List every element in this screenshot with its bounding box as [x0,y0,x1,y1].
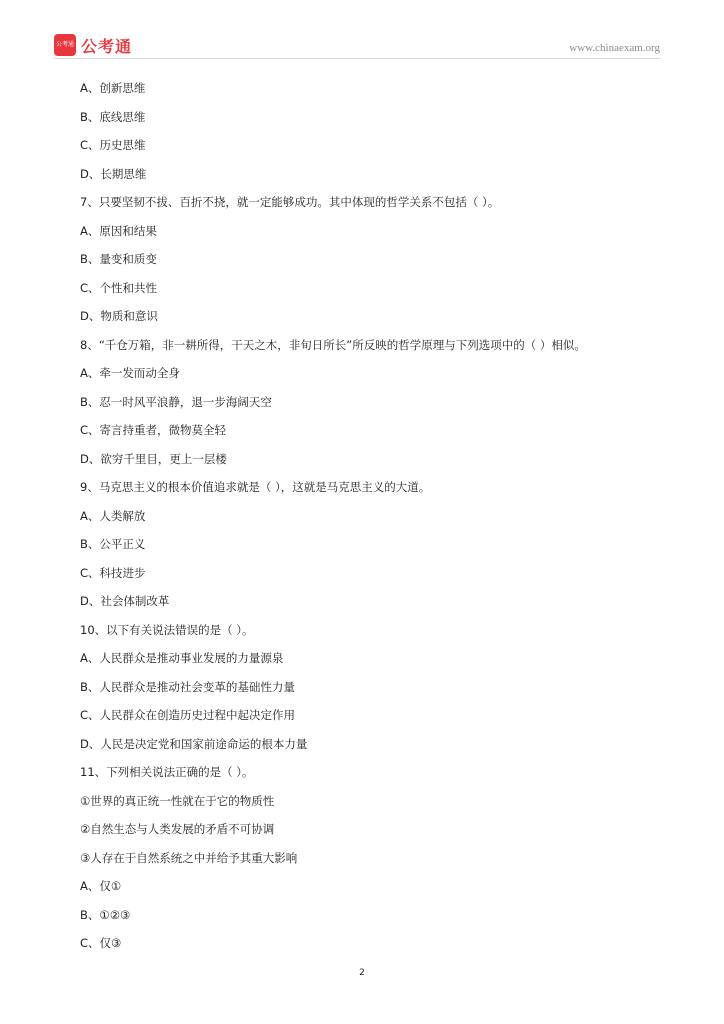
question-stem: 9、马克思主义的根本价值追求就是（ ），这就是马克思主义的大道。 [80,480,431,494]
header-divider [54,58,660,59]
text-line: A、人民群众是推动事业发展的力量源泉 [80,651,284,665]
text-line: B、①②③ [80,907,131,922]
text-line: A、创新思维 [80,81,146,95]
page-header [0,0,724,62]
question-stem: 8、“千仓万箱，非一耕所得，干天之木，非旬日所长”所反映的哲学原理与下列选项中的（ ）相似。 [80,337,586,352]
text-line: ②自然生态与人类发展的矛盾不可协调 [80,822,275,836]
text-line: B、人民群众是推动社会变革的基础性力量 [80,679,295,694]
text-line: A、仅① [80,879,122,893]
question-stem: 10、以下有关说法错误的是（ ）。 [80,622,254,637]
site-url: www.chinaexam.org [569,42,660,54]
text-line: A、人类解放 [80,508,146,523]
text-line: ③人存在于自然系统之中并给予其重大影响 [80,850,298,865]
page-number: 2 [359,968,365,978]
text-line: C、仅③ [80,936,122,950]
text-line: ①世界的真正统一性就在于它的物质性 [80,793,275,808]
text-line: C、寄言持重者，微物莫全轻 [80,423,227,437]
text-line: A、牵一发而动全身 [80,366,180,380]
logo-text: 公考通 [81,36,133,56]
text-line: C、人民群众在创造历史过程中起决定作用 [80,708,296,722]
question-content [80,78,680,962]
logo-badge: 公考通 [54,34,76,56]
text-line: D、长期思维 [80,166,147,181]
text-line: D、社会体制改革 [80,594,170,608]
text-line: B、公平正义 [80,537,146,551]
text-line: B、忍一时风平浪静，退一步海阔天空 [80,394,272,409]
text-line: B、量变和质变 [80,252,157,266]
text-line: D、物质和意识 [80,309,158,323]
text-line: D、人民是决定党和国家前途命运的根本力量 [80,736,308,751]
text-line: B、底线思维 [80,109,146,124]
text-line: D、欲穷千里目，更上一层楼 [80,451,227,466]
text-line: A、原因和结果 [80,223,157,238]
logo [54,34,132,56]
text-line: C、历史思维 [80,138,146,152]
text-line: C、科技进步 [80,565,146,580]
text-line: C、个性和共性 [80,280,158,295]
question-stem: 7、只要坚韧不拔、百折不挠，就一定能够成功。其中体现的哲学关系不包括（ ）。 [80,195,500,209]
question-stem: 11、下列相关说法正确的是（ ）。 [80,765,254,779]
